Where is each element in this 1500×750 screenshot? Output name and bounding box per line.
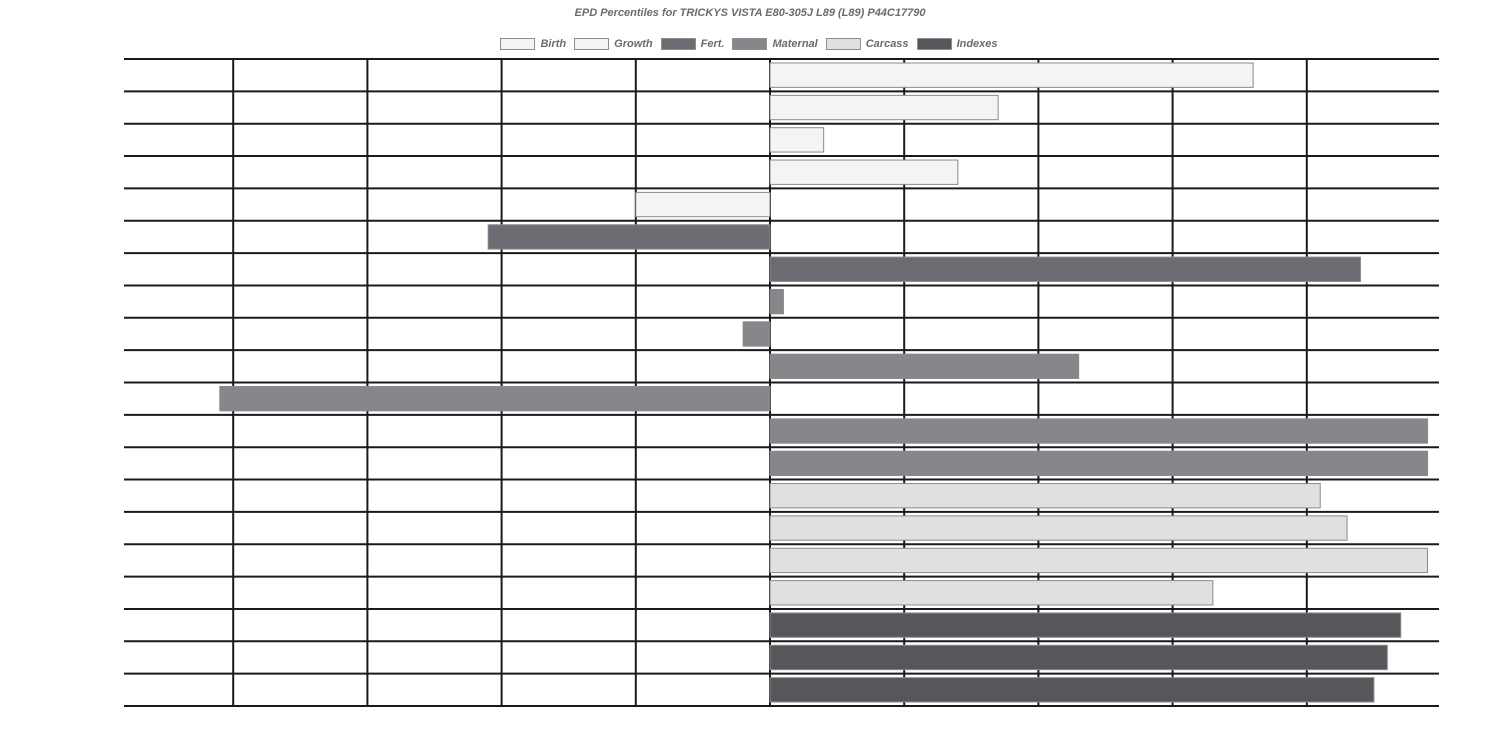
bar-maternal [743, 322, 770, 346]
bar-growth [636, 192, 770, 216]
bar-maternal [770, 451, 1428, 475]
legend-label: Fert. [700, 38, 725, 50]
bar-indexes [770, 613, 1401, 637]
legend-label: Indexes [956, 38, 998, 50]
bar-growth [770, 95, 998, 119]
bar-indexes [770, 645, 1387, 669]
bar-birth [770, 63, 1253, 87]
bar-carcass [770, 581, 1213, 605]
bar-fert [488, 225, 770, 249]
bar-maternal [770, 419, 1428, 443]
bar-carcass [770, 484, 1320, 508]
legend-label: Maternal [772, 38, 818, 50]
legend-label: Growth [614, 38, 653, 50]
bar-fert [770, 257, 1360, 281]
bar-growth [770, 128, 824, 152]
bar-indexes [770, 678, 1374, 702]
bar-carcass [770, 516, 1347, 540]
legend-label: Birth [540, 38, 567, 50]
bar-maternal [770, 354, 1079, 378]
bar-maternal [220, 387, 770, 411]
chart-title: EPD Percentiles for TRICKYS VISTA E80-305J L89 (L89) P44C17790 [574, 7, 926, 19]
bar-growth [770, 160, 958, 184]
legend-label: Carcass [865, 38, 909, 50]
bar-carcass [770, 548, 1428, 572]
bar-maternal [770, 289, 783, 313]
